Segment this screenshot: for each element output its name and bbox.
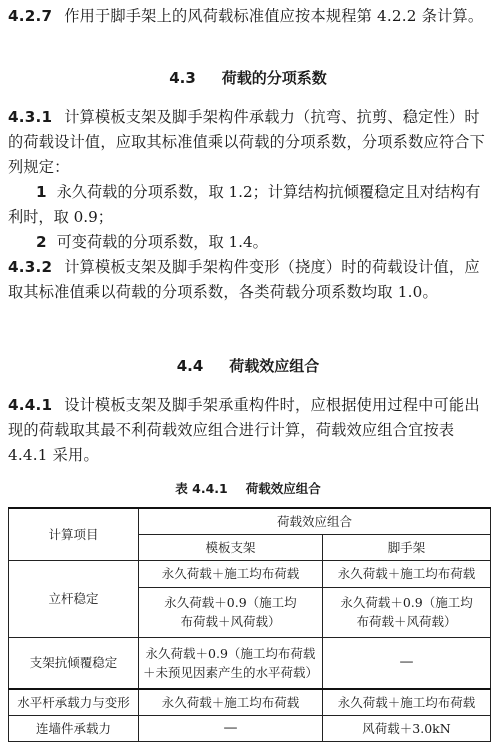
cell-line: 永久荷载＋0.9（施工均 — [164, 595, 297, 610]
cell-line: 布荷载＋风荷载） — [356, 614, 457, 629]
table-cell — [323, 587, 491, 637]
table-header-row — [9, 508, 491, 534]
cell-line: 永久荷载＋0.9（施工均 — [340, 595, 473, 610]
clause-text: 设计模板支架及脚手架承重构件时，应根据使用过程中可能出现的荷载取其最不利荷载效应组合进行计算，荷载效应组合宜按表 4.4.1 采用。 — [8, 396, 480, 464]
table-title: 荷载效应组合 — [245, 481, 321, 496]
header-group: 荷载效应组合 — [139, 508, 491, 534]
list-item — [8, 180, 490, 230]
table-number: 表 4.4.1 — [175, 481, 228, 496]
section-heading-4-4 — [0, 355, 496, 377]
row-label: 支架抗倾覆稳定 — [9, 637, 139, 689]
clause-text: 计算模板支架及脚手架构件变形（挠度）时的荷载设计值，应取其标准值乘以荷载的分项系数，各类荷载分项系数均取 1.0。 — [8, 258, 480, 301]
table-row — [9, 715, 491, 741]
table-cell — [139, 587, 323, 637]
table-cell: 永久荷载＋施工均布荷载 — [139, 560, 323, 587]
section-heading-4-3 — [0, 67, 496, 89]
header-scaffold: 脚手架 — [323, 534, 491, 560]
table-caption — [0, 480, 496, 498]
clause-number: 4.4.1 — [8, 396, 53, 414]
row-label: 立杆稳定 — [9, 560, 139, 637]
row-label: 水平杆承载力与变形 — [9, 689, 139, 715]
section-number: 4.4 — [176, 357, 204, 375]
table-cell — [139, 637, 323, 689]
clause-number: 4.3.2 — [8, 258, 53, 276]
table-cell: 永久荷载＋施工均布荷载 — [323, 689, 491, 715]
list-item — [8, 230, 490, 255]
clause-text: 作用于脚手架上的风荷载标准值应按本规程第 4.2.2 条计算。 — [64, 7, 484, 25]
item-text: 永久荷载的分项系数，取 1.2；计算结构抗倾覆稳定且对结构有利时，取 0.9； — [8, 183, 481, 226]
clause-4-2-7 — [8, 4, 490, 29]
table-row — [9, 637, 491, 689]
clause-4-3-1 — [8, 105, 490, 180]
clause-text: 计算模板支架及脚手架构件承载力（抗弯、抗剪、稳定性）时的荷载设计值，应取其标准值乘以荷载的分项系数，分项系数应符合下列规定： — [8, 108, 486, 176]
clause-4-3-2 — [8, 255, 490, 305]
table-cell: — — [323, 637, 491, 689]
header-item: 计算项目 — [9, 508, 139, 560]
table-cell: 风荷载＋3.0kN — [323, 715, 491, 741]
table-row — [9, 689, 491, 715]
clause-number: 4.3.1 — [8, 108, 53, 126]
item-number: 2 — [36, 233, 47, 251]
load-combination-table — [8, 507, 491, 742]
row-label: 连墙件承载力 — [9, 715, 139, 741]
table-cell: 永久荷载＋施工均布荷载 — [323, 560, 491, 587]
item-number: 1 — [36, 183, 47, 201]
clause-4-4-1 — [8, 393, 490, 468]
header-formwork-support: 模板支架 — [139, 534, 323, 560]
table-cell: 永久荷载＋施工均布荷载 — [139, 689, 323, 715]
clause-number: 4.2.7 — [8, 7, 53, 25]
cell-line: 永久荷载＋0.9（施工均布荷载 — [145, 645, 316, 661]
section-number: 4.3 — [169, 69, 196, 87]
cell-line: ＋未预见因素产生的水平荷载） — [142, 664, 318, 680]
cell-line: 布荷载＋风荷载） — [180, 614, 281, 629]
section-title: 荷载的分项系数 — [221, 69, 327, 87]
section-title: 荷载效应组合 — [229, 357, 320, 375]
table-row — [9, 560, 491, 587]
item-text: 可变荷载的分项系数，取 1.4。 — [56, 233, 268, 251]
table-cell: — — [139, 715, 323, 741]
